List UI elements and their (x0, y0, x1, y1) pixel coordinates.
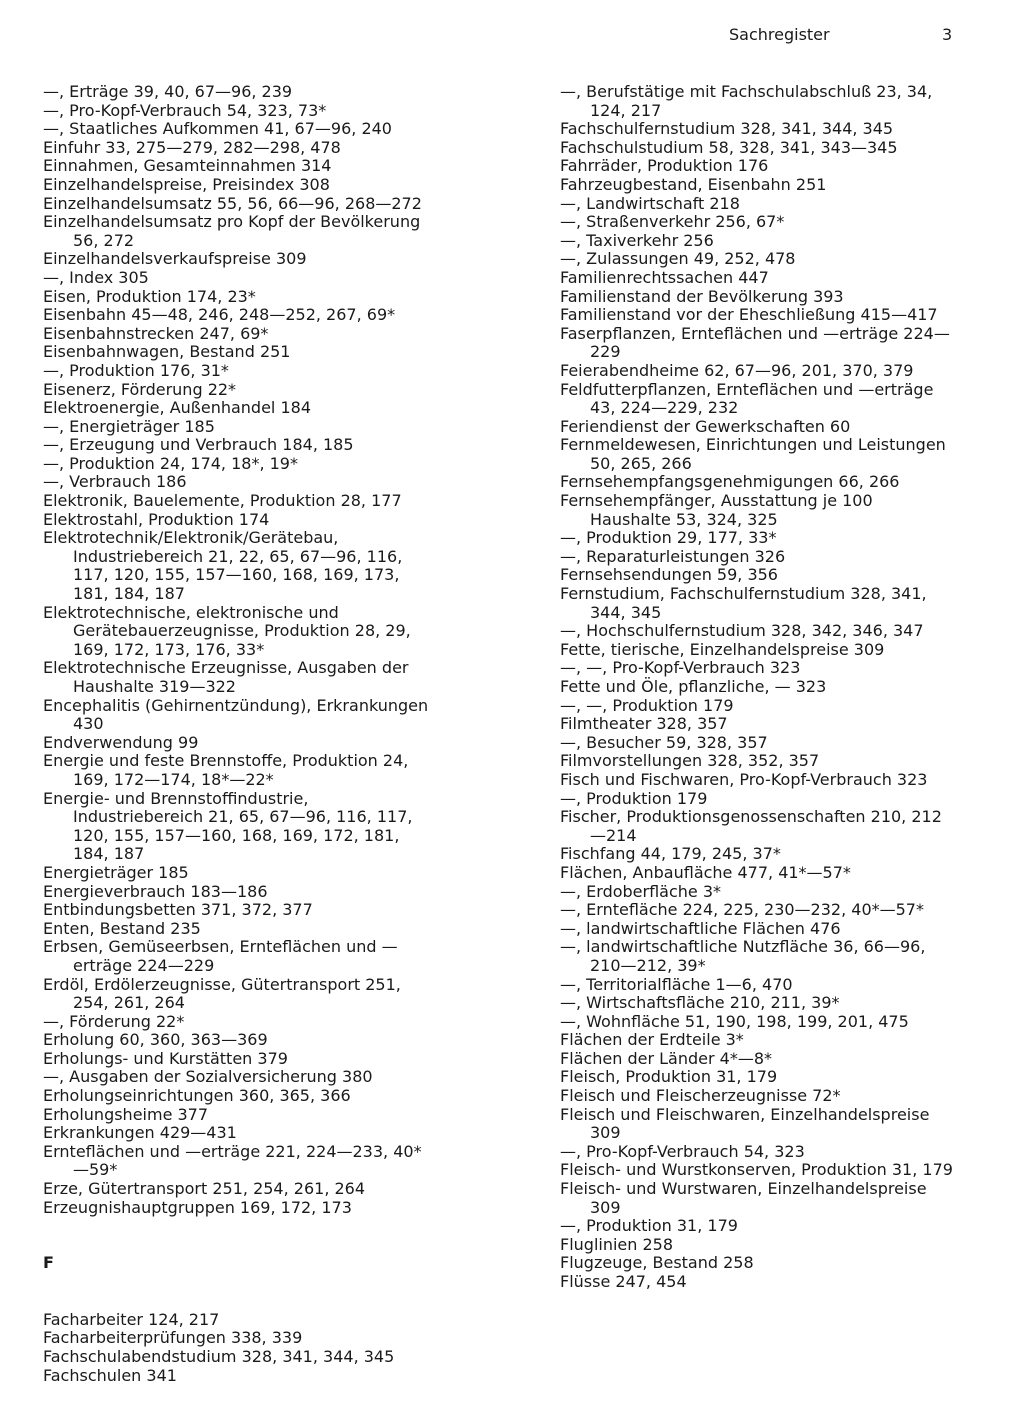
index-entry: Erkrankungen 429—431 (43, 1123, 237, 1143)
index-entry: —, Wirtschaftsfläche 210, 211, 39* (560, 993, 840, 1013)
index-entry: —, —, Pro-Kopf-Verbrauch 323 (560, 658, 801, 678)
index-entry: Elektrotechnik/Elektronik/Gerätebau, Industriebereich 21, 22, 65, 67—96, 116, 117, 120, 155, 157—160, 168, 169, 173, 181, 184, 187 (43, 528, 403, 604)
index-entry: —, Erntefläche 224, 225, 230—232, 40*—57* (560, 900, 924, 920)
index-entry: Facharbeiter 124, 217 (43, 1309, 220, 1329)
index-entry: —, Straßenverkehr 256, 67* (560, 212, 785, 232)
index-entry: Enten, Bestand 235 (43, 918, 201, 938)
index-entry: Eisenerz, Förderung 22* (43, 379, 237, 399)
index-entry: Elektronik, Bauelemente, Produktion 28, 177 (43, 491, 402, 511)
index-entry: Fischfang 44, 179, 245, 37* (560, 844, 781, 864)
index-entry: —, Produktion 24, 174, 18*, 19* (43, 453, 298, 473)
index-entry: —, Territorialfläche 1—6, 470 (560, 974, 793, 994)
index-entry: Elektroenergie, Außenhandel 184 (43, 398, 311, 418)
index-entry: Fette und Öle, pflanzliche, — 323 (560, 677, 827, 696)
index-entry: —, Energieträger 185 (43, 416, 215, 436)
index-entry: Fischer, Produktionsgenossenschaften 210, 212—214 (560, 807, 942, 845)
index-entry: —, Index 305 (43, 267, 149, 287)
index-entry: Eisenbahnstrecken 247, 69* (43, 323, 269, 343)
index-entry: —, —, Produktion 179 (560, 695, 734, 715)
index-entry: Familienstand vor der Eheschließung 415—417 (560, 305, 938, 325)
index-entry: Fachschulabendstudium 328, 341, 344, 345 (43, 1347, 395, 1366)
index-entry: Eisenbahn 45—48, 246, 248—252, 267, 69* (43, 305, 396, 325)
index-entry: Fernsehsendungen 59, 356 (560, 565, 778, 585)
index-entry: Flächen, Anbaufläche 477, 41*—57* (560, 862, 851, 882)
index-entry: Eisenbahnwagen, Bestand 251 (43, 342, 291, 362)
index-entry: Erdöl, Erdölerzeugnisse, Gütertransport 251, 254, 261, 264 (43, 974, 401, 1013)
index-entry: Facharbeiterprüfungen 338, 339 (43, 1328, 303, 1348)
index-entry: Erholung 60, 360, 363—369 (43, 1030, 268, 1050)
index-entry: —, Produktion 176, 31* (43, 360, 229, 380)
index-entry: —, Produktion 29, 177, 33* (560, 528, 777, 548)
index-entry: Erholungseinrichtungen 360, 365, 366 (43, 1086, 351, 1106)
index-entry: Feierabendheime 62, 67—96, 201, 370, 379 (560, 360, 914, 380)
index-entry: —, Staatliches Aufkommen 41, 67—96, 240 (43, 119, 392, 139)
index-entry: Fisch und Fischwaren, Pro-Kopf-Verbrauch 323 (560, 769, 928, 789)
index-entry: Flugzeuge, Bestand 258 (560, 1253, 754, 1273)
index-entry: Erholungs- und Kurstätten 379 (43, 1048, 288, 1068)
index-entry: Einzelhandelspreise, Preisindex 308 (43, 174, 330, 194)
index-entry: Erbsen, Gemüseerbsen, Ernteflächen und —erträge 224—229 (43, 937, 398, 975)
index-entry: —, landwirtschaftliche Nutzfläche 36, 66—96, 210—212, 39* (560, 937, 926, 975)
index-entry: —, Besucher 59, 328, 357 (560, 732, 768, 752)
index-entry: Erzeugnishauptgruppen 169, 172, 173 (43, 1197, 352, 1217)
index-entry: Fahrräder, Produktion 176 (560, 156, 769, 176)
index-entry: —, Hochschulfernstudium 328, 342, 346, 347 (560, 621, 924, 641)
index-entry: Elektrotechnische, elektronische und Gerätebauerzeugnisse, Produktion 28, 29, 169, 172, 173, 176, 33* (43, 602, 411, 659)
index-entry: Flächen der Länder 4*—8* (560, 1048, 773, 1068)
index-entry: Ernteflächen und —erträge 221, 224—233, 40*—59* (43, 1141, 422, 1180)
index-entry: Fernsehempfänger, Ausstattung je 100 Haushalte 53, 324, 325 (560, 491, 873, 529)
index-entry: Erholungsheime 377 (43, 1104, 209, 1124)
index-entry: Fahrzeugbestand, Eisenbahn 251 (560, 174, 827, 194)
index-entry: Faserpflanzen, Ernteflächen und —erträge 224—229 (560, 323, 950, 362)
index-entry: Feriendienst der Gewerkschaften 60 (560, 416, 851, 436)
section-letter-f: F (43, 1253, 54, 1273)
index-entry: Endverwendung 99 (43, 732, 199, 752)
index-entry: Einzelhandelsumsatz pro Kopf der Bevölkerung 56, 272 (43, 212, 421, 250)
right-column (560, 83, 954, 1292)
index-entry: Fleisch, Produktion 31, 179 (560, 1067, 778, 1087)
index-entry: Fleisch und Fleischwaren, Einzelhandelspreise 309 (560, 1104, 930, 1143)
index-entry: Fleisch und Fleischerzeugnisse 72* (560, 1086, 841, 1106)
index-entry: —, Erdoberfläche 3* (560, 881, 722, 901)
index-entry: Fernstudium, Fachschulfernstudium 328, 341, 344, 345 (560, 584, 927, 622)
index-entry: Fette, tierische, Einzelhandelspreise 309 (560, 639, 885, 659)
index-entry: Energieträger 185 (43, 862, 189, 882)
index-entry: Familienrechtssachen 447 (560, 267, 769, 287)
index-entry: Flächen der Erdteile 3* (560, 1030, 744, 1050)
index-entry: Eisen, Produktion 174, 23* (43, 286, 256, 306)
index-entry: —, Ausgaben der Sozialversicherung 380 (43, 1067, 373, 1087)
index-entry: Einzelhandelsverkaufspreise 309 (43, 249, 307, 269)
index-entry: —, Erzeugung und Verbrauch 184, 185 (43, 435, 354, 455)
index-entry: Einfuhr 33, 275—279, 282—298, 478 (43, 137, 341, 157)
index-entry: Energieverbrauch 183—186 (43, 881, 268, 901)
index-entry: —, Förderung 22* (43, 1011, 185, 1031)
index-entry: Entbindungsbetten 371, 372, 377 (43, 900, 313, 920)
index-entry: —, landwirtschaftliche Flächen 476 (560, 918, 841, 938)
index-entry: Fernmeldewesen, Einrichtungen und Leistungen 50, 265, 266 (560, 435, 946, 473)
index-entry: —, Zulassungen 49, 252, 478 (560, 249, 796, 269)
index-entry: —, Taxiverkehr 256 (560, 230, 714, 250)
index-entry: Fleisch- und Wurstkonserven, Produktion 31, 179 (560, 1160, 953, 1180)
page-number: 3 (942, 25, 953, 44)
index-entry: —, Pro-Kopf-Verbrauch 54, 323, 73* (43, 100, 327, 120)
index-entry: —, Produktion 31, 179 (560, 1216, 738, 1236)
index-entry: Fernsehempfangsgenehmigungen 66, 266 (560, 472, 900, 492)
index-entry: —, Wohnfläche 51, 190, 198, 199, 201, 475 (560, 1011, 909, 1031)
index-entry: Fleisch- und Wurstwaren, Einzelhandelspreise 309 (560, 1179, 927, 1217)
index-entries-f (43, 1311, 435, 1385)
index-entry: Familienstand der Bevölkerung 393 (560, 286, 844, 306)
running-head-title: Sachregister (729, 25, 830, 44)
index-entry: Fachschulstudium 58, 328, 341, 343—345 (560, 137, 898, 157)
index-entry: —, Pro-Kopf-Verbrauch 54, 323 (560, 1141, 805, 1161)
index-entry: Encephalitis (Gehirnentzündung), Erkrankungen 430 (43, 695, 429, 734)
index-entry: Fachschulfernstudium 328, 341, 344, 345 (560, 119, 894, 139)
index-entry: Fachschulen 341 (43, 1365, 177, 1385)
index-entry: —, Erträge 39, 40, 67—96, 239 (43, 82, 293, 101)
index-entry: Elektrotechnische Erzeugnisse, Ausgaben der Haushalte 319—322 (43, 658, 409, 696)
left-column (43, 83, 435, 1385)
index-entry: —, Verbrauch 186 (43, 472, 187, 492)
index-entries-f-continued (560, 83, 954, 1292)
index-entry: Einnahmen, Gesamteinnahmen 314 (43, 156, 332, 176)
index-entry: —, Reparaturleistungen 326 (560, 546, 786, 566)
index-entry: Energie- und Brennstoffindustrie, Industriebereich 21, 65, 67—96, 116, 117, 120, 155, 157—160, 168, 169, 172, 181, 184, 187 (43, 788, 413, 864)
index-entry: Elektrostahl, Produktion 174 (43, 509, 270, 529)
index-entry: Erze, Gütertransport 251, 254, 261, 264 (43, 1179, 366, 1199)
index-entry: —, Produktion 179 (560, 788, 708, 808)
index-entry: Flüsse 247, 454 (560, 1272, 687, 1291)
index-entry: Feldfutterpflanzen, Ernteflächen und —erträge 43, 224—229, 232 (560, 379, 934, 418)
index-entry: Filmtheater 328, 357 (560, 714, 728, 734)
index-entry: Einzelhandelsumsatz 55, 56, 66—96, 268—272 (43, 193, 422, 213)
index-entry: —, Landwirtschaft 218 (560, 193, 740, 213)
index-entry: Filmvorstellungen 328, 352, 357 (560, 751, 820, 771)
index-entry: Energie und feste Brennstoffe, Produktion 24, 169, 172—174, 18*—22* (43, 751, 409, 789)
index-entry: —, Berufstätige mit Fachschulabschluß 23, 34, 124, 217 (560, 82, 933, 120)
index-entries-e (43, 83, 435, 1217)
index-entry: Fluglinien 258 (560, 1234, 674, 1254)
page-header (0, 24, 1024, 48)
